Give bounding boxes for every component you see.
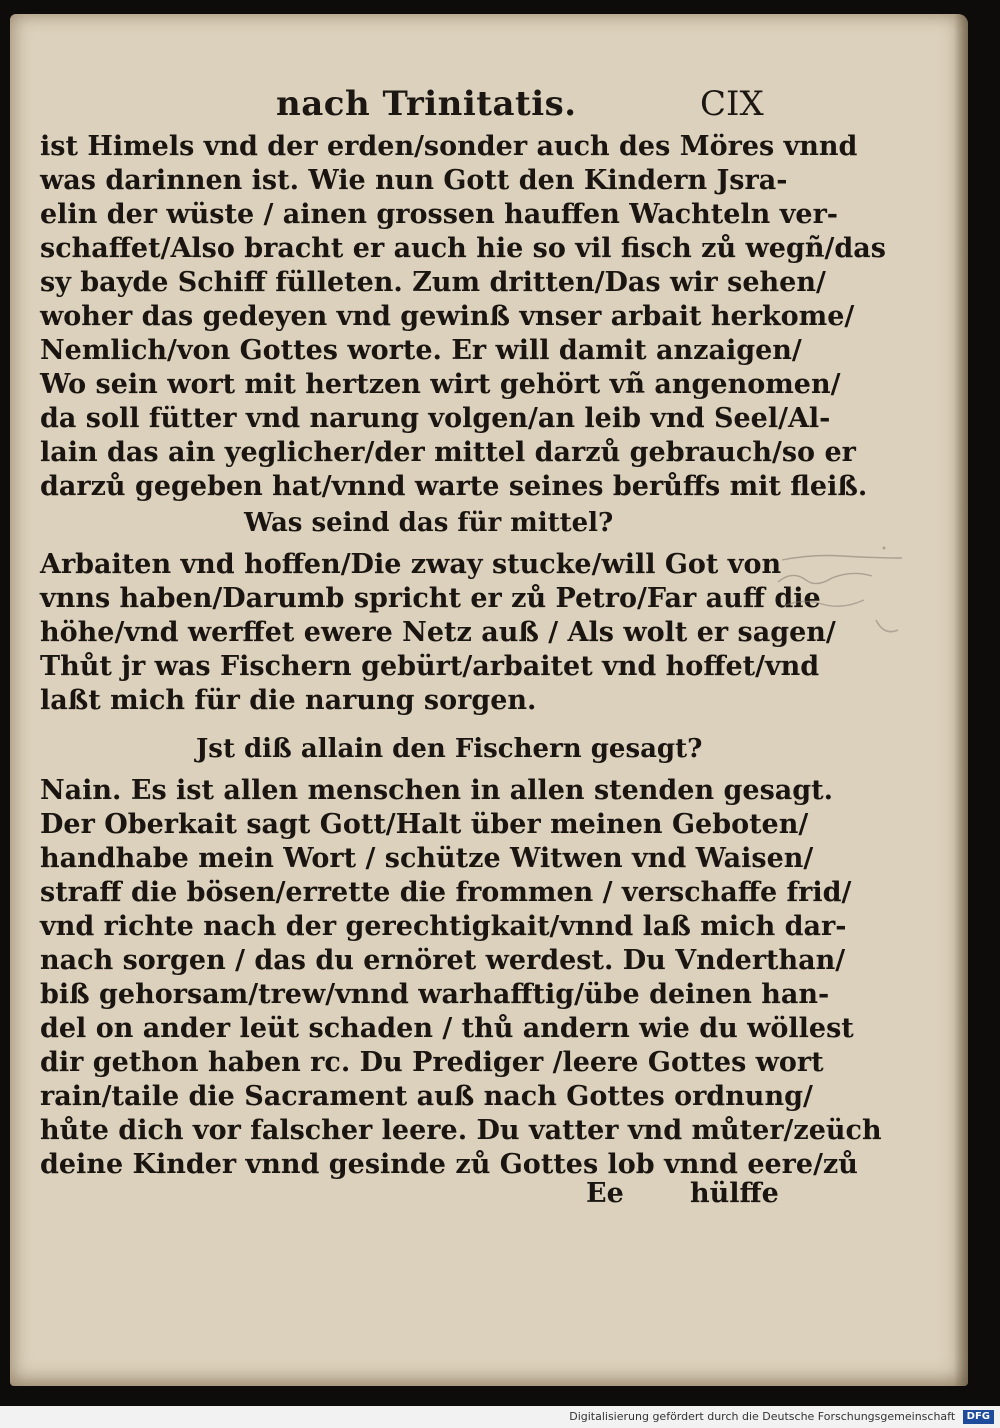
text-line: was darinnen ist. Wie nun Gott den Kindern Jsra-	[40, 165, 788, 196]
text-line: nach sorgen / das du ernöret werdest. Du Vnderthan/	[40, 945, 846, 976]
text-line: deine Kinder vnnd gesinde zů Gottes lob vnnd eere/zů	[40, 1149, 858, 1180]
handwritten-marginalia	[772, 540, 932, 650]
text-line: schaffet/Also bracht er auch hie so vil fisch zů wegñ/das	[40, 233, 886, 264]
text-line: hůte dich vor falscher leere. Du vatter vnd můter/zeüch	[40, 1115, 882, 1146]
text-line: vnd richte nach der gerechtigkait/vnnd laß mich dar-	[40, 911, 847, 942]
catchword: hülffe	[690, 1178, 779, 1209]
question-heading-2: Jst diß allain den Fischern gesagt?	[196, 734, 703, 764]
text-line: ist Himels vnd der erden/sonder auch des Möres vnnd	[40, 131, 858, 162]
text-line: lain das ain yeglicher/der mittel darzů gebrauch/so er	[40, 437, 856, 468]
text-line: woher das gedeyen vnd gewinß vnser arbait herkome/	[40, 301, 855, 332]
paragraph-3	[40, 774, 882, 1182]
text-line: straff die bösen/errette die frommen / verschaffe frid/	[40, 877, 852, 908]
text-line: höhe/vnd werffet ewere Netz auß / Als wolt er sagen/	[40, 617, 836, 648]
paragraph-2	[40, 548, 836, 718]
text-line: da soll fütter vnd narung volgen/an leib vnd Seel/Al-	[40, 403, 831, 434]
text-line: handhabe mein Wort / schütze Witwen vnd Waisen/	[40, 843, 814, 874]
signature-mark: Ee	[586, 1178, 624, 1209]
text-line: Nemlich/von Gottes worte. Er will damit anzaigen/	[40, 335, 802, 366]
dfg-logo: DFG	[963, 1410, 994, 1424]
text-line: Thůt jr was Fischern gebürt/arbaitet vnd hoffet/vnd	[40, 651, 820, 682]
text-line: Nain. Es ist allen menschen in allen stenden gesagt.	[40, 775, 834, 806]
text-line: rain/taile die Sacrament auß nach Gottes ordnung/	[40, 1081, 813, 1112]
text-line: Arbaiten vnd hoffen/Die zway stucke/will Got von	[40, 549, 782, 580]
text-line: Der Oberkait sagt Gott/Halt über meinen Geboten/	[40, 809, 809, 840]
text-line: dir gethon haben rc. Du Prediger /leere Gottes wort	[40, 1047, 824, 1078]
text-line: darzů gegeben hat/vnnd warte seines berůffs mit fleiß.	[40, 471, 868, 502]
running-head: nach Trinitatis.	[276, 84, 577, 124]
text-line: elin der wüste / ainen grossen hauffen Wachteln ver-	[40, 199, 839, 230]
paragraph-1	[40, 130, 886, 504]
footer-credit-text: Digitalisierung gefördert durch die Deutsche Forschungsgemeinschaft	[569, 1410, 956, 1423]
text-line: biß gehorsam/trew/vnnd warhafftig/übe deinen han-	[40, 979, 830, 1010]
text-line: Wo sein wort mit hertzen wirt gehört vñ angenomen/	[40, 369, 841, 400]
folio-number: CIX	[700, 84, 764, 124]
text-line: vnns haben/Darumb spricht er zů Petro/Far auff die	[40, 583, 821, 614]
text-line: laßt mich für die narung sorgen.	[40, 685, 537, 716]
text-line: sy bayde Schiff fülleten. Zum dritten/Das wir sehen/	[40, 267, 826, 298]
text-line: del on ander leüt schaden / thů andern wie du wöllest	[40, 1013, 854, 1044]
question-heading-1: Was seind das für mittel?	[244, 508, 614, 538]
digitization-footer	[0, 1406, 1000, 1428]
